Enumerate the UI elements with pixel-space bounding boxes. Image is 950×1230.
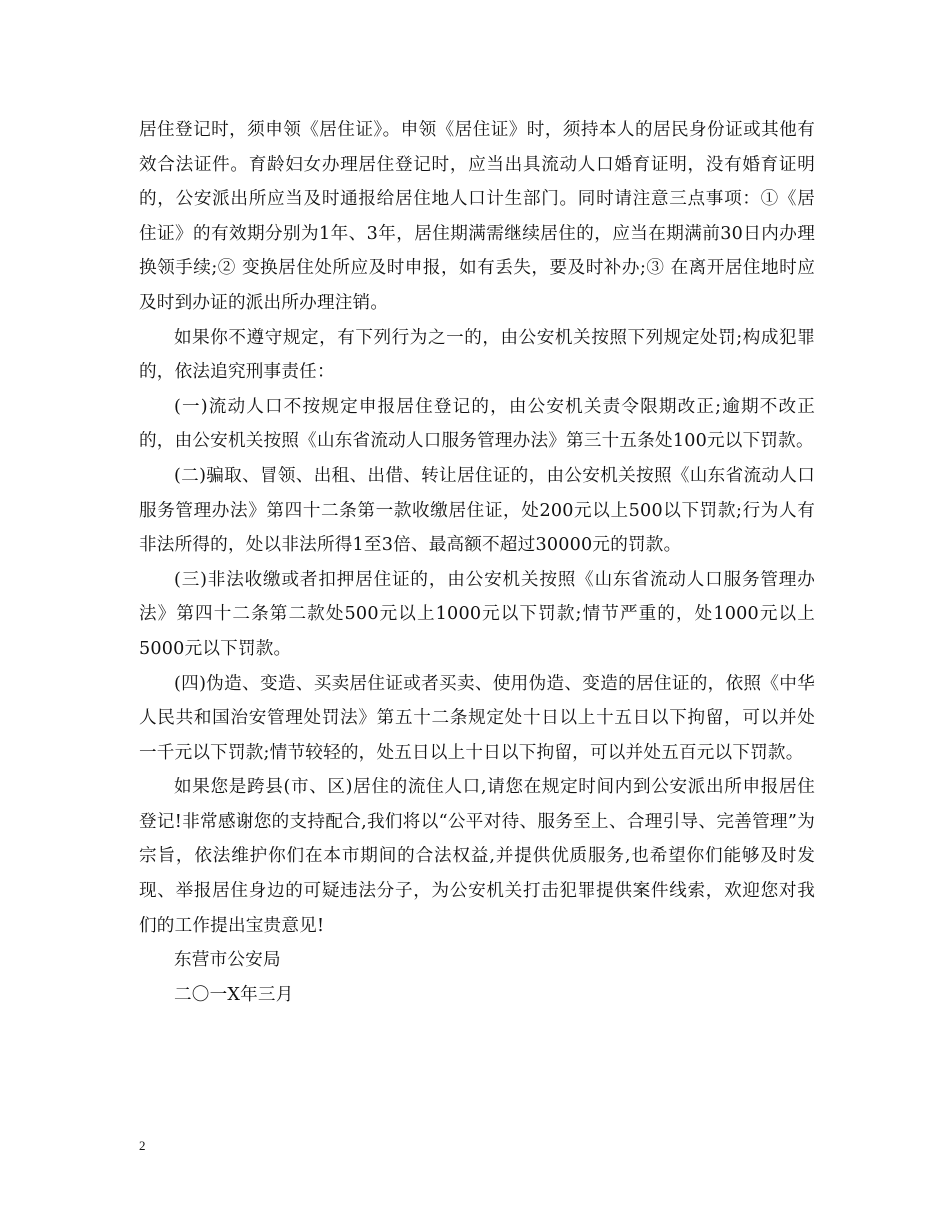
paragraph-penalty-item-2: (二)骗取、冒领、出租、出借、转让居住证的，由公安机关按照《山东省流动人口服务管理办法》第四十二条第一款收缴居住证，处200元以上500以下罚款;行为人有非法所得的，处以非法所得1至3倍、最高额不超过30000元的罚款。 [139,465,815,556]
paragraph-penalty-item-1: (一)流动人口不按规定申报居住登记的，由公安机关责令限期改正;逾期不改正的，由公安机关按照《山东省流动人口服务管理办法》第三十五条处100元以下罚款。 [139,396,815,452]
paragraph-closing-appeal: 如果您是跨县(市、区)居住的流住人口,请您在规定时间内到公安派出所申报居住登记!非常感谢您的支持配合,我们将以“公平对待、服务至上、合理引导、完善管理”为宗旨，依法维护你们在本市期间的合法权益,并提供优质服务,也希望你们能够及时发现、举报居住身边的可疑违法分子，为公安机关打击犯罪提供案件线索，欢迎您对我们的工作提出宝贵意见! [139,777,815,936]
paragraph-penalty-item-4: (四)伪造、变造、买卖居住证或者买卖、使用伪造、变造的居住证的，依照《中华人民共和国治安管理处罚法》第五十二条规定处十日以上十五日以下拘留，可以并处一千元以下罚款;情节较轻的，处五日以上十日以下拘留，可以并处五百元以下罚款。 [139,673,815,763]
paragraph-registration-notice: 居住登记时，须申领《居住证》。申领《居住证》时，须持本人的居民身份证或其他有效合法证件。育龄妇女办理居住登记时，应当出具流动人口婚育证明，没有婚育证明的，公安派出所应当及时通报给居住地人口计生部门。同时请注意三点事项：①《居住证》的有效期分别为1年、3年，居住期满需继续居住的，应当在期满前30日内办理换领手续;② 变换居住处所应及时申报，如有丢失，要及时补办;③ 在离开居住地时应及时到办证的派出所办理注销。 [139,120,815,313]
document-body [139,113,815,1012]
paragraph-penalty-intro: 如果你不遵守规定，有下列行为之一的，由公安机关按照下列规定处罚;构成犯罪的，依法追究刑事责任： [139,327,815,383]
paragraph-penalty-item-3: (三)非法收缴或者扣押居住证的，由公安机关按照《山东省流动人口服务管理办法》第四十二条第二款处500元以上1000元以下罚款;情节严重的，处1000元以上5000元以下罚款。 [139,569,815,659]
signature-date: 二〇一X年三月 [174,984,294,1005]
signature-issuer: 东营市公安局 [174,950,281,971]
page-number: 2 [139,1138,146,1153]
